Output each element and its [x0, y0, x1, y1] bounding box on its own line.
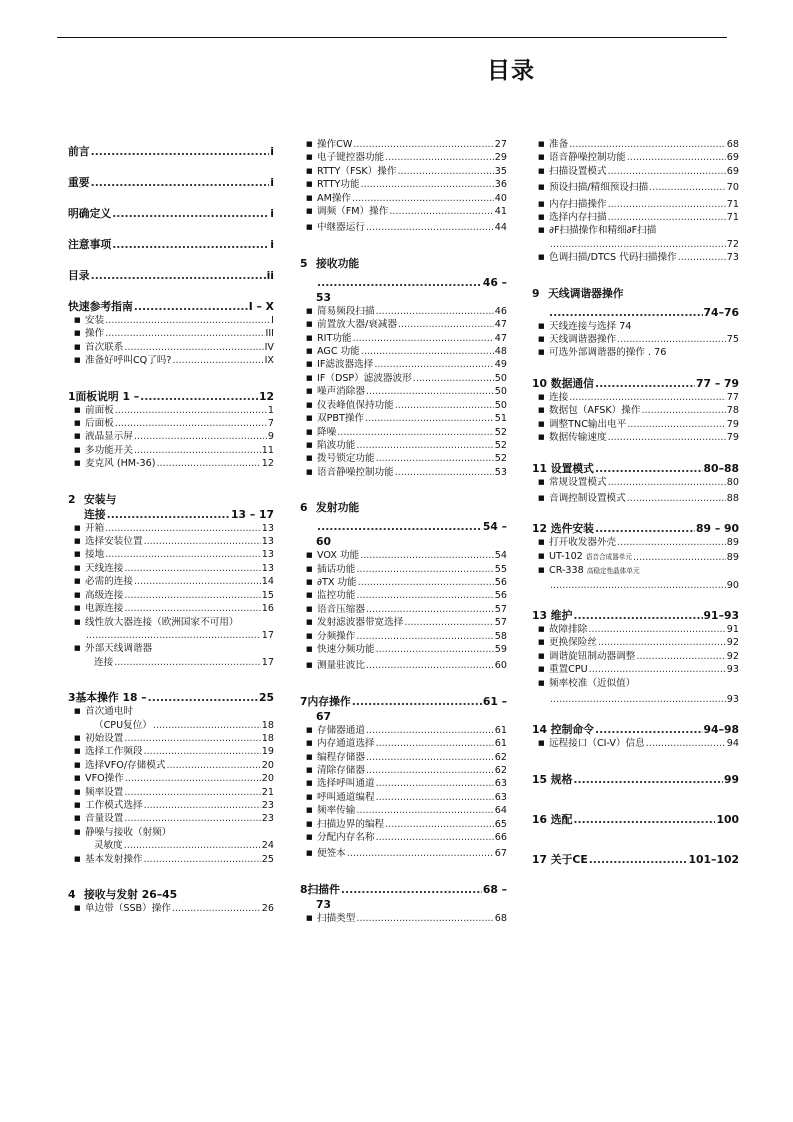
toc-item[interactable]: ■ 开箱 ..... 13 — [68, 522, 274, 535]
toc-item[interactable]: ■ 扫描设置模式 ..... 69 — [532, 165, 739, 178]
toc-section-8-pages-end: 73 — [316, 897, 332, 911]
toc-item[interactable]: ■ 清除存储器 ..... 62 — [300, 764, 507, 777]
toc-item[interactable]: ■ 安装 ..... I — [68, 314, 274, 327]
toc-item[interactable]: ■ VFO操作 ..... 20 — [68, 772, 274, 785]
toc-item[interactable]: ■ 选择VFO/存储模式 ..... 20 — [68, 759, 274, 772]
toc-item[interactable]: ■ RIT功能 ..... 47 — [300, 332, 507, 345]
toc-item[interactable]: ■ 可选外部调谐器的操作 . 76 — [532, 346, 739, 359]
toc-item[interactable]: ■ RTTY功能 ..... 36 — [300, 178, 507, 191]
toc-section-4[interactable]: 4 接收与发射 26–45 — [68, 888, 178, 901]
toc-item-squelch[interactable]: ■ 静噪与接收（射频） — [68, 826, 274, 839]
toc-item[interactable]: ■ 简易频段扫描 ..... 46 — [300, 305, 507, 318]
toc-item[interactable]: ■ 必需的连接 ..... 14 — [68, 575, 274, 588]
toc-item[interactable]: ■ 频率传输 ..... 64 — [300, 804, 507, 817]
toc-item[interactable]: ■ ∂TX 功能 ..... 56 — [300, 576, 507, 589]
toc-item[interactable]: ■ IF滤波器选择 ..... 49 — [300, 358, 507, 371]
toc-item-df-scan[interactable]: ■ ∂F扫描操作和精细∂F扫描 — [532, 224, 739, 237]
toc-item[interactable]: ■ 数据包（AFSK）操作 ..... 78 — [532, 404, 739, 417]
toc-item-tuner-cont[interactable]: 连接 ..... 17 — [68, 656, 274, 669]
toc-item[interactable]: ■ 调谐旋钮制动器调整 ..... 92 — [532, 650, 739, 663]
toc-item[interactable]: ■ 前面板 ..... 1 — [68, 404, 274, 417]
toc-item[interactable]: ■ 天线调谐器操作 ..... 75 — [532, 333, 739, 346]
toc-item[interactable]: ■ 中继器运行 ..... 44 — [300, 221, 507, 234]
toc-item[interactable]: ■ 常规设置模式 ..... 80 — [532, 476, 739, 489]
toc-item-tuner[interactable]: ■ 外部天线调谐器 — [68, 642, 274, 655]
toc-item[interactable]: ■ 选择呼叫通道 ..... 63 — [300, 777, 507, 790]
toc-item[interactable]: ■ 插话功能 ..... 55 — [300, 563, 507, 576]
toc-item[interactable]: ■ 工作模式选择 ..... 23 — [68, 799, 274, 812]
toc-item[interactable]: ■ 选择内存扫描 ..... 71 — [532, 211, 739, 224]
toc-section-5[interactable]: 5 接收功能 — [300, 256, 360, 270]
toc-item[interactable]: ■ 高级连接 ..... 15 — [68, 589, 274, 602]
toc-section-6[interactable]: 6 发射功能 — [300, 501, 360, 515]
toc-item[interactable]: ■ 初始设置 ..... 18 — [68, 732, 274, 745]
toc-item[interactable]: ■ 液晶显示屏 ..... 9 — [68, 430, 274, 443]
toc-column-3 — [532, 138, 739, 867]
toc-item[interactable]: ■ 故障排除 ..... 91 — [532, 623, 739, 636]
toc-item[interactable]: ■ 扫描类型 ..... 68 — [300, 912, 507, 925]
toc-section-9[interactable]: 9 天线调谐器操作 — [532, 286, 624, 300]
toc-item[interactable]: ■ 调整TNC输出电平 ..... 79 — [532, 418, 739, 431]
toc-item[interactable]: ■ 选择工作频段 ..... 19 — [68, 745, 274, 758]
toc-section-quick-reference[interactable]: 快速参考指南 ..... I – X — [68, 299, 274, 314]
toc-section-11[interactable]: 11 设置模式 ..... 80–88 — [532, 461, 739, 476]
toc-item[interactable]: ■ 操作 ..... III — [68, 327, 274, 340]
toc-section-3[interactable]: 3 基本操作 18 – ..... 25 — [68, 690, 274, 705]
toc-item[interactable]: ■ 陷波功能 ..... 52 — [300, 439, 507, 452]
toc-item[interactable]: ■ 电子键控器功能 ..... 29 — [300, 151, 507, 164]
toc-entry-contents[interactable]: 目录 ..... ii — [68, 268, 274, 283]
toc-item[interactable]: ■ 电源连接 ..... 16 — [68, 602, 274, 615]
toc-item[interactable]: ■ 天线连接 ..... 13 — [68, 562, 274, 575]
toc-item[interactable]: ■ 调频（FM）操作 ..... 41 — [300, 205, 507, 218]
toc-section-5-pages[interactable]: ..... 46 – — [300, 275, 507, 290]
toc-item[interactable]: ■ 远程接口（CI-V）信息 ..... 94 — [532, 737, 739, 750]
toc-section-1[interactable]: 1 面板说明 1 – ..... 12 — [68, 389, 274, 404]
toc-entry-important[interactable]: 重要 ..... i — [68, 175, 274, 190]
toc-item-cr338-page[interactable]: ..... 90 — [532, 579, 739, 592]
toc-item[interactable]: ■ IF（DSP）滤波器波形 ..... 50 — [300, 372, 507, 385]
toc-item[interactable]: ■ 多功能开关 ..... 11 — [68, 444, 274, 457]
toc-section-17[interactable]: 17 关于CE ..... 101–102 — [532, 852, 739, 867]
top-rule — [57, 37, 727, 38]
toc-item[interactable]: ■ 频率设置 ..... 21 — [68, 786, 274, 799]
toc-item[interactable]: ■ 编程存储器 ..... 62 — [300, 751, 507, 764]
toc-item[interactable]: ■ 语音压缩器 ..... 57 — [300, 603, 507, 616]
toc-item[interactable]: ■ 发射滤波器带宽选择 ..... 57 — [300, 616, 507, 629]
toc-column-2 — [300, 138, 507, 925]
toc-item[interactable]: ■ 前置放大器/衰减器 ..... 47 — [300, 318, 507, 331]
toc-section-10[interactable]: 10 数据通信 ..... 77 – 79 — [532, 376, 739, 391]
toc-item-amp-page[interactable]: ..... 17 — [68, 629, 274, 642]
toc-item[interactable]: ■ 预设扫描/精细预设扫描 ..... 70 — [532, 181, 739, 194]
toc-item[interactable]: ■ 更换保险丝 ..... 92 — [532, 636, 739, 649]
toc-item[interactable]: ■ VOX 功能 ..... 54 — [300, 549, 507, 562]
toc-item[interactable]: ■ 接地 ..... 13 — [68, 548, 274, 561]
toc-section-12[interactable]: 12 选件安装 ..... 89 – 90 — [532, 521, 739, 536]
toc-entry-precautions[interactable]: 注意事项 ..... i — [68, 237, 274, 252]
toc-entry-definitions[interactable]: 明确定义 ..... i — [68, 206, 274, 221]
toc-item[interactable]: ■ 音量设置 ..... 23 — [68, 812, 274, 825]
toc-item[interactable]: ■ RTTY（FSK）操作 ..... 35 — [300, 165, 507, 178]
toc-item[interactable]: ■ 语音静噪控制功能 ..... 53 — [300, 466, 507, 479]
toc-item[interactable]: ■ 首次联系 ..... IV — [68, 341, 274, 354]
toc-section-16[interactable]: 16 选配 ..... 100 — [532, 812, 739, 827]
toc-item-calibration[interactable]: ■ 频率校准（近似值） — [532, 677, 739, 690]
toc-section-5-pages-end: 53 — [316, 290, 332, 304]
toc-item[interactable]: ■ 打开收发器外壳 ..... 89 — [532, 536, 739, 549]
toc-item[interactable]: ■ 呼叫通道编程 ..... 63 — [300, 791, 507, 804]
toc-item[interactable]: ■ 存储器通道 ..... 61 — [300, 724, 507, 737]
toc-item[interactable]: ■ 操作CW ..... 27 — [300, 138, 507, 151]
toc-section-6-pages[interactable]: ..... 54 – — [300, 519, 507, 534]
toc-item[interactable]: ■ 双PBT操作 ..... 51 — [300, 412, 507, 425]
toc-item[interactable]: ■ 降噪 ..... 52 — [300, 426, 507, 439]
toc-item-df-scan-page[interactable]: ..... 72 — [532, 238, 739, 251]
toc-item[interactable]: ■ 基本发射操作 ..... 25 — [68, 853, 274, 866]
toc-item[interactable]: ■ AM操作 ..... 40 — [300, 192, 507, 205]
toc-item[interactable]: ■ 扫描边界的编程 ..... 65 — [300, 818, 507, 831]
toc-section-2-cont[interactable]: 连接 ..... 13 – 17 — [68, 507, 274, 522]
toc-section-9-pages[interactable]: ..... 74–76 — [532, 305, 739, 320]
toc-item-calibration-page[interactable]: ..... 93 — [532, 693, 739, 706]
toc-item[interactable]: ■ 监控功能 ..... 56 — [300, 589, 507, 602]
toc-item-first-power[interactable]: ■ 首次通电时 — [68, 705, 274, 718]
toc-item-ut102[interactable]: ■ UT-102 语音合成器单元 ..... 89 — [532, 550, 739, 564]
toc-item[interactable]: ■ 仪表峰值保持功能 ..... 50 — [300, 399, 507, 412]
toc-item[interactable]: ■ 准备 ..... 68 — [532, 138, 739, 151]
toc-section-15[interactable]: 15 规格 ..... 99 — [532, 772, 739, 787]
toc-item[interactable]: ■ 连接 ..... 77 — [532, 391, 739, 404]
toc-item-amp[interactable]: ■ 线性放大器连接（欧洲国家不可用） — [68, 616, 274, 629]
toc-item[interactable]: ■ 便签本 ..... 67 — [300, 847, 507, 860]
toc-item[interactable]: ■ 单边带（SSB）操作 ..... 26 — [68, 902, 274, 915]
toc-item[interactable]: ■ AGC 功能 ..... 48 — [300, 345, 507, 358]
toc-item[interactable]: ■ 内存扫描操作 ..... 71 — [532, 198, 739, 211]
toc-item[interactable]: ■ 重置CPU ..... 93 — [532, 663, 739, 676]
toc-item[interactable]: ■ 语音静噪控制功能 ..... 69 — [532, 151, 739, 164]
toc-item-first-power-cont[interactable]: （CPU复位） ..... 18 — [68, 719, 274, 732]
page-title: 目录 — [487, 58, 535, 84]
toc-item[interactable]: ■ 音调控制设置模式 ..... 88 — [532, 492, 739, 505]
toc-item[interactable]: ■ 拨号锁定功能 ..... 52 — [300, 452, 507, 465]
toc-entry-preface[interactable]: 前言 ..... i — [68, 144, 274, 159]
toc-item[interactable]: ■ 数据传输速度 ..... 79 — [532, 431, 739, 444]
toc-section-14[interactable]: 14 控制命令 ..... 94–98 — [532, 722, 739, 737]
toc-section-8[interactable]: 8 扫描件 ..... 68 – — [300, 882, 507, 897]
toc-section-7[interactable]: 7 内存操作 ..... 61 – — [300, 694, 507, 709]
toc-item-squelch-cont[interactable]: 灵敏度 ..... 24 — [68, 839, 274, 852]
toc-item[interactable]: ■ 色调扫描/DTCS 代码扫描操作 ..... 73 — [532, 251, 739, 264]
toc-item[interactable]: ■ 快速分频功能 ..... 59 — [300, 643, 507, 656]
toc-item[interactable]: ■ 选择安装位置 ..... 13 — [68, 535, 274, 548]
toc-item-cr338[interactable]: ■ CR-338 高稳定性晶体单元 — [532, 564, 739, 578]
toc-column-1 — [68, 138, 274, 915]
toc-section-2[interactable]: 2 安装与 — [68, 492, 117, 506]
toc-item[interactable]: ■ 测量驻波比 ..... 60 — [300, 659, 507, 672]
toc-item[interactable]: ■ 内存通道选择 ..... 61 — [300, 737, 507, 750]
toc-item[interactable]: ■ 准备好呼叫CQ了吗? ..... IX — [68, 354, 274, 367]
toc-item[interactable]: ■ 后面板 ..... 7 — [68, 417, 274, 430]
toc-section-6-pages-end: 60 — [316, 535, 332, 549]
toc-section-7-pages-end: 67 — [316, 709, 332, 723]
toc-item[interactable]: ■ 分频操作 ..... 58 — [300, 630, 507, 643]
toc-section-13[interactable]: 13 维护 ..... 91–93 — [532, 608, 739, 623]
toc-item[interactable]: ■ 麦克风 (HM-36) ..... 12 — [68, 457, 274, 470]
toc-item[interactable]: ■ 天线连接与选择 74 — [532, 320, 739, 333]
toc-item[interactable]: ■ 分配内存名称 ..... 66 — [300, 831, 507, 844]
toc-item[interactable]: ■ 噪声消除器 ..... 50 — [300, 385, 507, 398]
